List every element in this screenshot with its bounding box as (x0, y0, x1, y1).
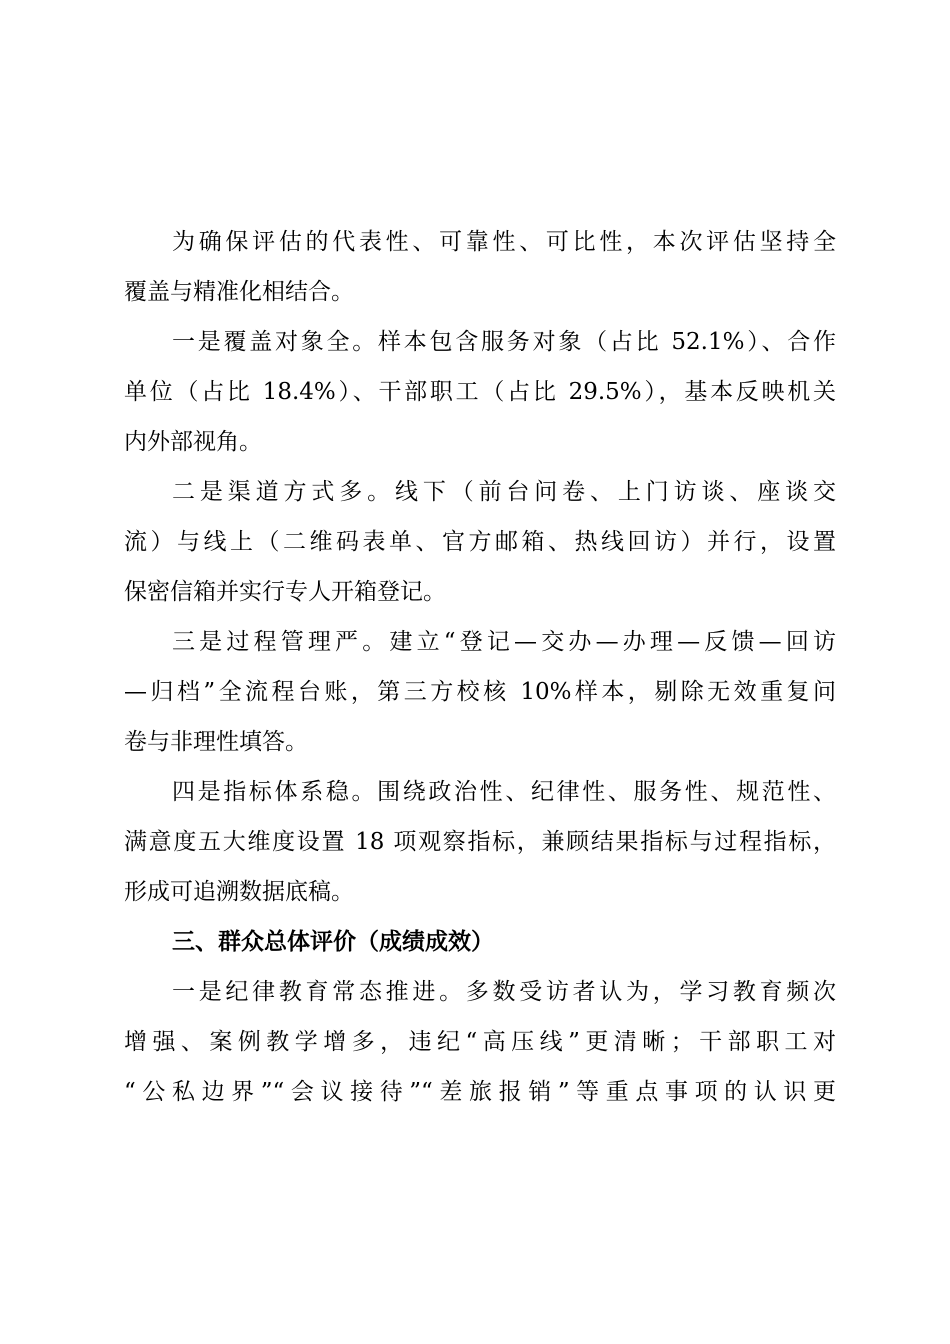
paragraph-2-line-1: 一是覆盖对象全。样本包含服务对象（占比 52.1%）、合作 (172, 329, 836, 355)
paragraph-3-line-2: 流）与线上（二维码表单、官方邮箱、热线回访）并行，设置 (124, 529, 836, 555)
paragraph-2-line-2: 单位（占比 18.4%）、干部职工（占比 29.5%），基本反映机关 (124, 379, 836, 405)
paragraph-2-line-3: 内外部视角。 (124, 429, 262, 455)
paragraph-5-line-3: 形成可追溯数据底稿。 (124, 879, 354, 905)
paragraph-3-line-3: 保密信箱并实行专人开箱登记。 (124, 579, 446, 605)
paragraph-1-line-2: 覆盖与精准化相结合。 (124, 279, 354, 305)
paragraph-5-line-2: 满意度五大维度设置 18 项观察指标，兼顾结果指标与过程指标， (124, 829, 836, 855)
paragraph-5-line-1: 四是指标体系稳。围绕政治性、纪律性、服务性、规范性、 (172, 779, 836, 805)
paragraph-6-line-3: “公私边界”“会议接待”“差旅报销”等重点事项的认识更 (124, 1079, 836, 1105)
paragraph-3-line-1: 二是渠道方式多。线下（前台问卷、上门访谈、座谈交 (172, 479, 836, 505)
paragraph-4-line-3: 卷与非理性填答。 (124, 729, 308, 755)
paragraph-4-line-2: —归档”全流程台账，第三方校核 10%样本，剔除无效重复问 (124, 679, 836, 705)
paragraph-4-line-1: 三是过程管理严。建立“登记—交办—办理—反馈—回访 (172, 629, 836, 655)
paragraph-6-line-1: 一是纪律教育常态推进。多数受访者认为，学习教育频次 (172, 979, 836, 1005)
paragraph-1-line-1: 为确保评估的代表性、可靠性、可比性，本次评估坚持全 (172, 229, 836, 255)
section-heading: 三、群众总体评价（成绩成效） (172, 929, 494, 955)
paragraph-6-line-2: 增强、案例教学增多，违纪“高压线”更清晰；干部职工对 (124, 1029, 836, 1055)
